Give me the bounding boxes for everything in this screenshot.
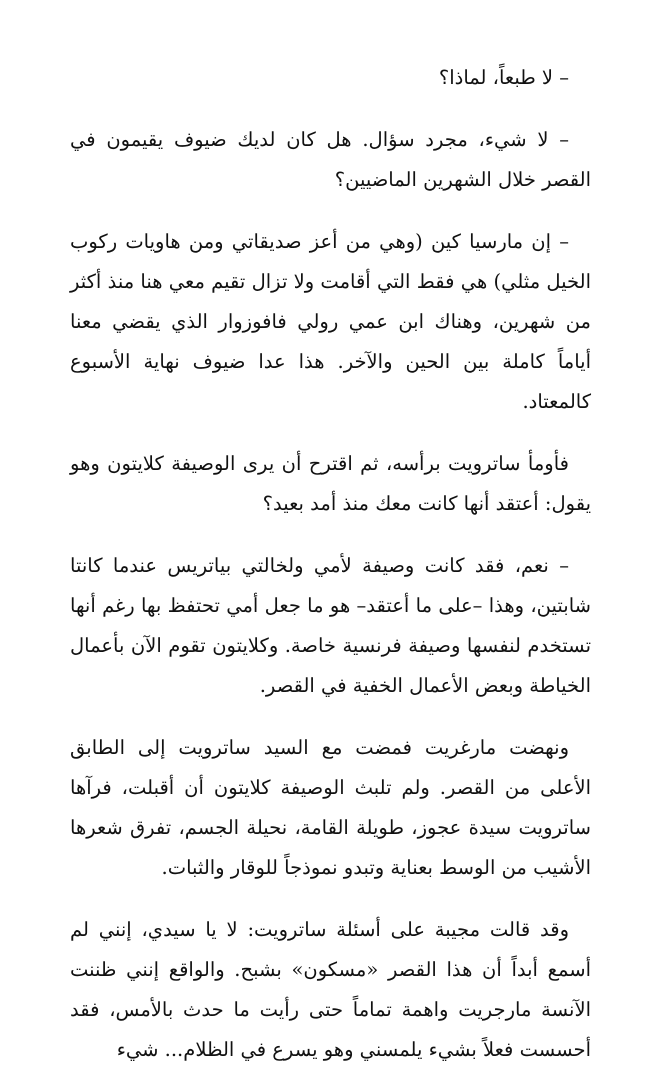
dialogue-paragraph-5: – نعم، فقد كانت وصيفة لأمي ولخالتي بياتريس عندما كانتا شابتين، وهذا –على ما أعتقد– هو ما جعل أمي تحتفظ بها رغم أنها تستخدم لنفسها وصيفة فرنسية خاصة. وكلايتون تقوم الآن بأعمال الخياطة وبعض الأعمال الخفية في القصر. (70, 554, 591, 697)
narration-paragraph-7: وقد قالت مجيبة على أسئلة ساترويت: لا يا سيدي، إنني لم أسمع أبداً أن هذا القصر «مسكون» بشبح. والواقع إنني ظننت الآنسة مارجريت واهمة تماماً حتى رأيت ما حدث بالأمس، فقد أحسست فعلاً بشيء يلمسني وهو يسرع في الظلام... شيء (70, 918, 591, 1061)
dialogue-paragraph-2: – لا شيء، مجرد سؤال. هل كان لديك ضيوف يقيمون في القصر خلال الشهرين الماضيين؟ (70, 128, 591, 191)
dialogue-paragraph-1: – لا طبعاً، لماذا؟ (438, 66, 569, 89)
book-page-text (70, 58, 591, 1092)
narration-paragraph-4: فأومأ ساترويت برأسه، ثم اقترح أن يرى الوصيفة كلايتون وهو يقول: أعتقد أنها كانت معك منذ أمد بعيد؟ (70, 452, 591, 515)
dialogue-paragraph-3: – إن مارسيا كين (وهي من أعز صديقاتي ومن هاويات ركوب الخيل مثلي) هي فقط التي أقامت ولا تزال تقيم معي هنا منذ أكثر من شهرين، وهناك ابن عمي رولي فافوزوار الذي يقضي معنا أياماً كاملة بين الحين والآخر. هذا عدا ضيوف نهاية الأسبوع كالمعتاد. (70, 230, 591, 413)
narration-paragraph-6: ونهضت مارغريت فمضت مع السيد ساترويت إلى الطابق الأعلى من القصر. ولم تلبث الوصيفة كلايتون أن أقبلت، فرآها ساترويت سيدة عجوز، طويلة القامة، نحيلة الجسم، تفرق شعرها الأشيب من الوسط بعناية وتبدو نموذجاً للوقار والثبات. (70, 736, 591, 879)
